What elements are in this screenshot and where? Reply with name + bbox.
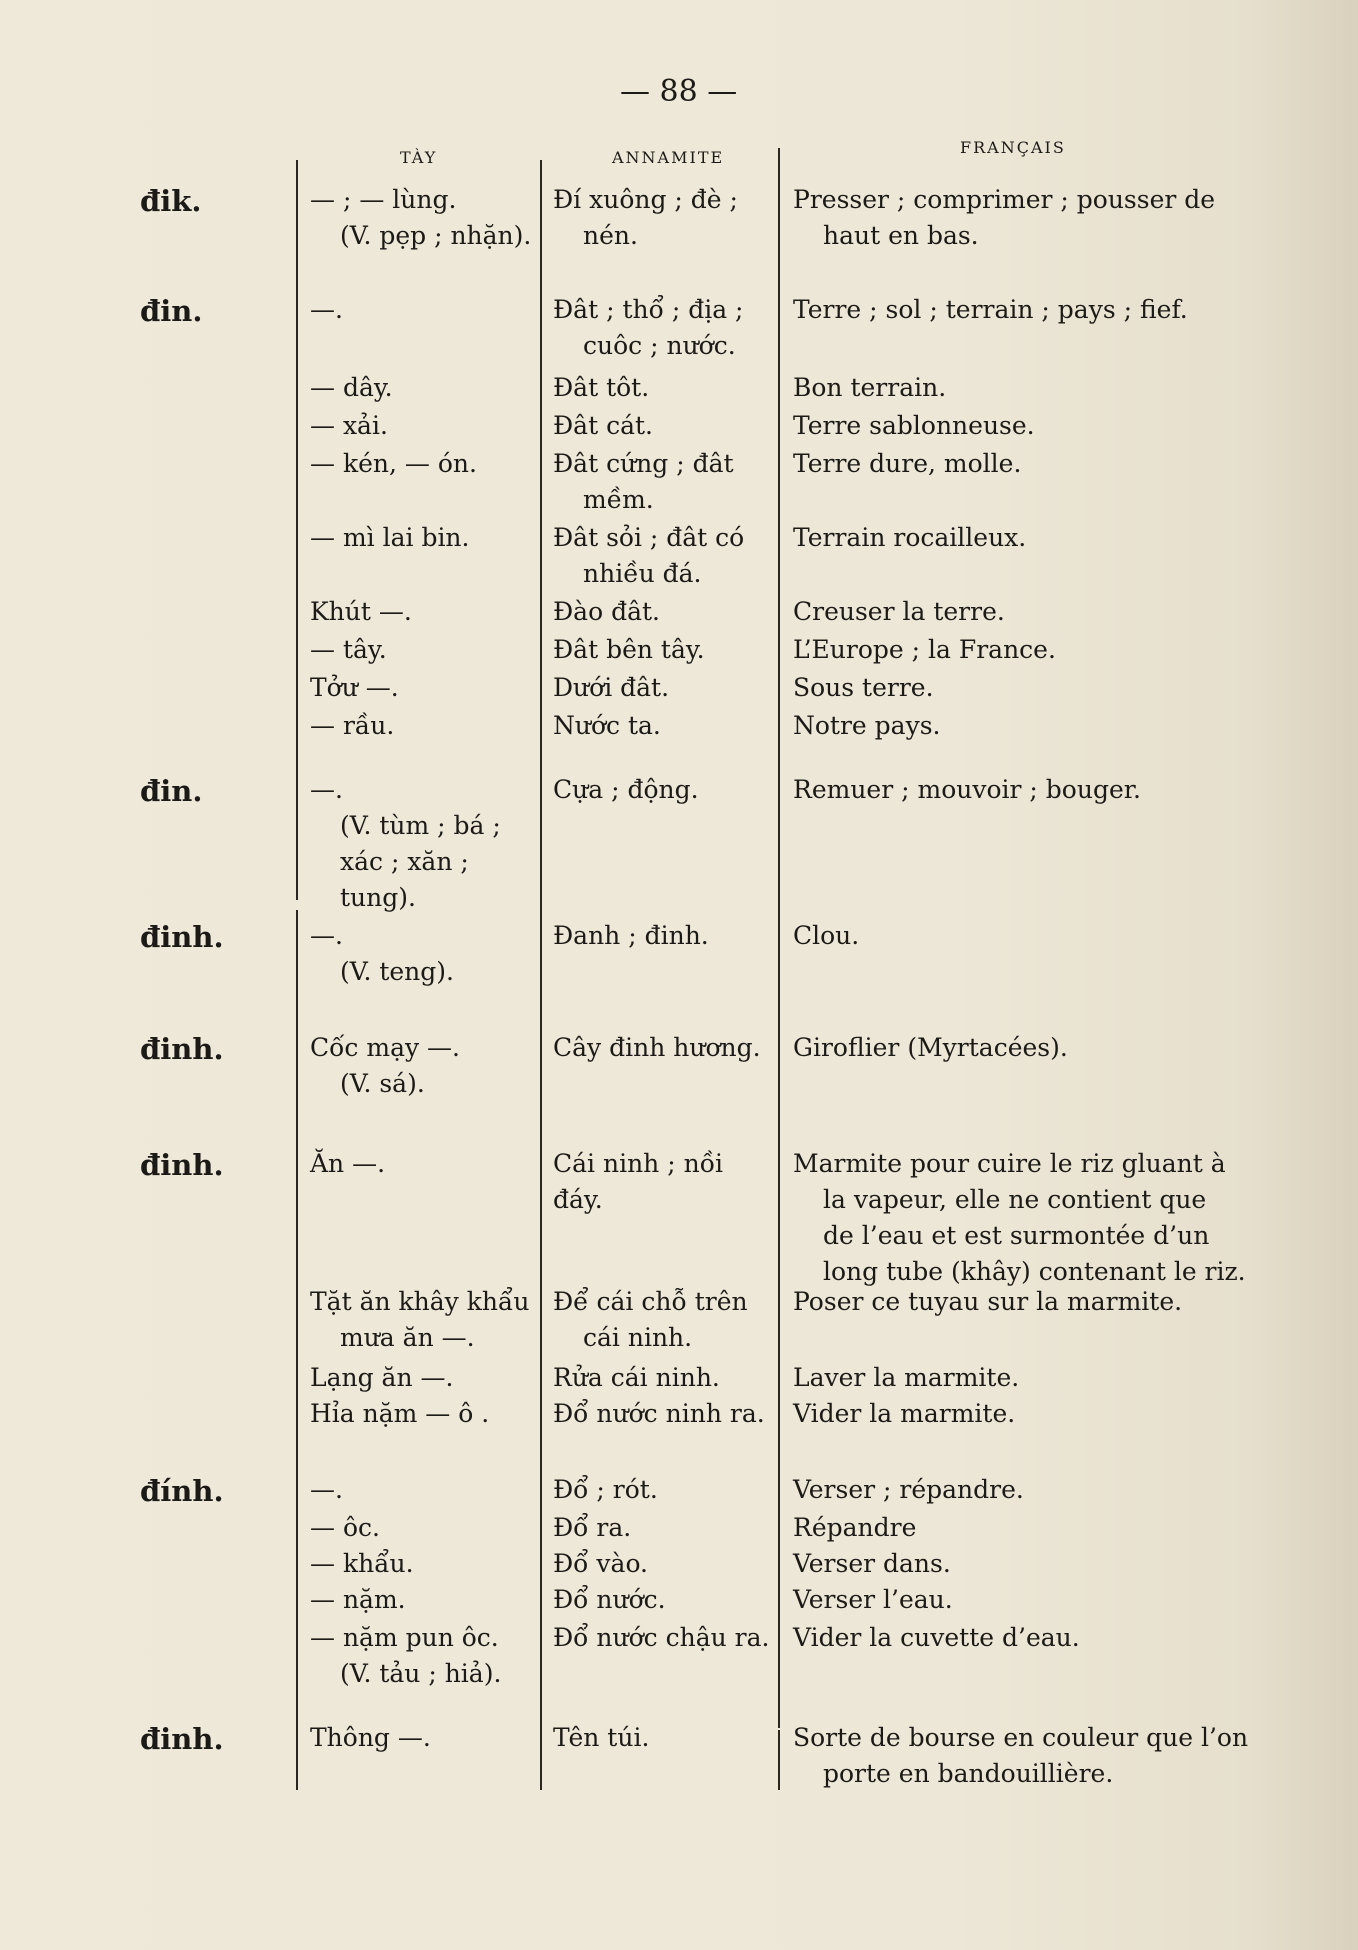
annamite-line: Đổ nước ninh ra.	[553, 1399, 765, 1428]
entry-annamite	[553, 1146, 775, 1218]
entry-francais	[793, 292, 1253, 328]
entry-francais	[793, 1720, 1253, 1792]
francais-line: L’Europe ; la France.	[793, 635, 1056, 664]
francais-line: Vider la cuvette d’eau.	[793, 1623, 1080, 1652]
column-rule-3b	[778, 1730, 780, 1790]
annamite-line: Đổ nước chậu ra.	[553, 1623, 770, 1652]
entry-francais	[793, 370, 1253, 406]
tay-line: (V. tảu ; hiả).	[340, 1659, 502, 1688]
annamite-line: Đí xuông ; đè ;	[553, 185, 738, 214]
entry-francais	[793, 632, 1253, 668]
francais-line: Terre ; sol ; terrain ; pays ; fief.	[793, 295, 1188, 324]
entry-annamite	[553, 1396, 775, 1432]
entry-tay	[310, 1146, 535, 1182]
entry-annamite	[553, 1510, 775, 1546]
entry-annamite	[553, 670, 775, 706]
annamite-line: nén.	[583, 221, 638, 250]
tay-line: — nặm.	[310, 1585, 406, 1614]
francais-line: Terre sablonneuse.	[793, 411, 1035, 440]
tay-line: Thông —.	[310, 1723, 431, 1752]
entry-tay	[310, 918, 535, 990]
entry-francais	[793, 1582, 1253, 1618]
headword: đin.	[140, 774, 203, 808]
entry-annamite	[553, 446, 775, 518]
tay-line: — ôc.	[310, 1513, 380, 1542]
entry-annamite	[553, 1360, 775, 1396]
entry-francais	[793, 182, 1253, 254]
entry-francais	[793, 446, 1253, 482]
annamite-line: Nước ta.	[553, 711, 661, 740]
tay-line: — kén, — ón.	[310, 449, 477, 478]
tay-line: (V. teng).	[340, 957, 454, 986]
entry-francais	[793, 1396, 1253, 1432]
column-header-tay: TÀY	[400, 148, 438, 167]
headword: đinh.	[140, 920, 224, 954]
entry-annamite	[553, 1472, 775, 1508]
entry-tay	[310, 772, 535, 916]
francais-line: la vapeur, elle ne contient que	[823, 1185, 1207, 1214]
francais-line: Verser ; répandre.	[793, 1475, 1024, 1504]
francais-line: Clou.	[793, 921, 860, 950]
entry-annamite	[553, 370, 775, 406]
entry-francais	[793, 1146, 1253, 1290]
entry-tay	[310, 1546, 535, 1582]
entry-francais	[793, 1472, 1253, 1508]
entry-annamite	[553, 1582, 775, 1618]
annamite-line: Đât ; thổ ; địa ;	[553, 295, 744, 324]
entry-francais	[793, 1620, 1253, 1656]
entry-annamite	[553, 1284, 775, 1356]
francais-line: Marmite pour cuire le riz gluant à	[793, 1149, 1226, 1178]
entry-francais	[793, 918, 1253, 954]
annamite-line: Tên túi.	[553, 1723, 650, 1752]
annamite-line: nhiều đá.	[583, 559, 702, 588]
annamite-line: Cựa ; động.	[553, 775, 699, 804]
entry-annamite	[553, 1720, 775, 1756]
francais-line: Poser ce tuyau sur la marmite.	[793, 1287, 1183, 1316]
tay-line: — ; — lùng.	[310, 185, 457, 214]
entry-tay	[310, 632, 535, 668]
francais-line: porte en bandouillière.	[823, 1759, 1114, 1788]
entry-francais	[793, 708, 1253, 744]
entry-annamite	[553, 408, 775, 444]
entry-tay	[310, 1472, 535, 1508]
annamite-line: Cái ninh ; nồi đáy.	[553, 1149, 723, 1214]
column-rule-3a	[778, 148, 780, 1728]
entry-annamite	[553, 1030, 775, 1066]
entry-tay	[310, 182, 535, 254]
annamite-line: Đât cứng ; đât	[553, 449, 734, 478]
headword: đinh.	[140, 1148, 224, 1182]
annamite-line: Cây đinh hương.	[553, 1033, 761, 1062]
tay-line: —.	[310, 775, 343, 804]
francais-line: haut en bas.	[823, 221, 979, 250]
tay-line: — rầu.	[310, 711, 395, 740]
annamite-line: Đât tôt.	[553, 373, 650, 402]
francais-line: Bon terrain.	[793, 373, 947, 402]
headword: đik.	[140, 184, 202, 218]
column-rule-1b	[296, 910, 298, 1790]
francais-line: long tube (khây) contenant le riz.	[823, 1257, 1246, 1286]
tay-line: — mì lai bin.	[310, 523, 470, 552]
tay-line: xác ; xăn ; tung).	[340, 847, 469, 912]
entry-annamite	[553, 594, 775, 630]
headword: đin.	[140, 294, 203, 328]
entry-annamite	[553, 632, 775, 668]
francais-line: Vider la marmite.	[793, 1399, 1016, 1428]
annamite-line: Đât bên tây.	[553, 635, 705, 664]
tay-line: (V. pẹp ; nhặn).	[340, 221, 532, 250]
entry-annamite	[553, 772, 775, 808]
entry-tay	[310, 408, 535, 444]
entry-annamite	[553, 182, 775, 254]
entry-tay	[310, 1620, 535, 1692]
francais-line: Verser dans.	[793, 1549, 951, 1578]
annamite-line: Đổ vào.	[553, 1549, 649, 1578]
column-rule-1a	[296, 160, 298, 900]
tay-line: Hỉa nặm — ô .	[310, 1399, 490, 1428]
entry-francais	[793, 1546, 1253, 1582]
entry-tay	[310, 1396, 535, 1432]
francais-line: Laver la marmite.	[793, 1363, 1020, 1392]
tay-line: — xải.	[310, 411, 388, 440]
tay-line: mưa ăn —.	[340, 1323, 475, 1352]
francais-line: Giroflier (Myrtacées).	[793, 1033, 1068, 1062]
entry-annamite	[553, 520, 775, 592]
tay-line: Tởư —.	[310, 673, 399, 702]
column-header-annamite: ANNAMITE	[612, 148, 725, 167]
tay-line: — tây.	[310, 635, 387, 664]
annamite-line: Đât cát.	[553, 411, 653, 440]
entry-tay	[310, 670, 535, 706]
annamite-line: cuôc ; nước.	[583, 331, 736, 360]
annamite-line: Rửa cái ninh.	[553, 1363, 720, 1392]
francais-line: Notre pays.	[793, 711, 941, 740]
francais-line: Creuser la terre.	[793, 597, 1005, 626]
entry-tay	[310, 1284, 535, 1356]
tay-line: Khút —.	[310, 597, 412, 626]
annamite-line: Đât sỏi ; đât có	[553, 523, 745, 552]
entry-tay	[310, 594, 535, 630]
annamite-line: cái ninh.	[583, 1323, 693, 1352]
entry-annamite	[553, 1546, 775, 1582]
tay-line: — nặm pun ôc.	[310, 1623, 499, 1652]
entry-tay	[310, 1360, 535, 1396]
entry-francais	[793, 772, 1253, 808]
francais-line: de l’eau et est surmontée d’un	[823, 1221, 1210, 1250]
entry-francais	[793, 1360, 1253, 1396]
francais-line: Verser l’eau.	[793, 1585, 953, 1614]
headword: đính.	[140, 1474, 224, 1508]
entry-annamite	[553, 1620, 775, 1656]
tay-line: Ăn —.	[310, 1149, 386, 1178]
annamite-line: Dưới đât.	[553, 673, 670, 702]
tay-line: — dây.	[310, 373, 393, 402]
francais-line: Répandre	[793, 1513, 917, 1542]
tay-line: —.	[310, 295, 343, 324]
headword: đinh.	[140, 1032, 224, 1066]
entry-tay	[310, 292, 535, 328]
annamite-line: Đanh ; đinh.	[553, 921, 709, 950]
entry-francais	[793, 408, 1253, 444]
annamite-line: Đổ ra.	[553, 1513, 632, 1542]
annamite-line: Để cái chỗ trên	[553, 1287, 748, 1316]
francais-line: Terre dure, molle.	[793, 449, 1022, 478]
tay-line: Lạng ăn —.	[310, 1363, 454, 1392]
tay-line: —.	[310, 1475, 343, 1504]
tay-line: (V. tùm ; bá ;	[340, 811, 501, 840]
entry-annamite	[553, 708, 775, 744]
tay-line: Cốc mạy —.	[310, 1033, 460, 1062]
tay-line: —.	[310, 921, 343, 950]
entry-annamite	[553, 292, 775, 364]
entry-tay	[310, 1030, 535, 1102]
entry-tay	[310, 520, 535, 556]
entry-francais	[793, 1030, 1253, 1066]
entry-annamite	[553, 918, 775, 954]
entry-tay	[310, 1720, 535, 1756]
tay-line: (V. sá).	[340, 1069, 425, 1098]
entry-tay	[310, 1582, 535, 1618]
annamite-line: Đào đât.	[553, 597, 660, 626]
francais-line: Terrain rocailleux.	[793, 523, 1027, 552]
tay-line: — khẩu.	[310, 1549, 414, 1578]
entry-tay	[310, 446, 535, 482]
tay-line: Tặt ăn khây khẩu	[310, 1287, 530, 1316]
entry-tay	[310, 1510, 535, 1546]
francais-line: Sorte de bourse en couleur que l’on	[793, 1723, 1249, 1752]
headword: đinh.	[140, 1722, 224, 1756]
entry-tay	[310, 370, 535, 406]
entry-francais	[793, 594, 1253, 630]
entry-francais	[793, 1284, 1253, 1320]
entry-francais	[793, 520, 1253, 556]
entry-tay	[310, 708, 535, 744]
entry-francais	[793, 670, 1253, 706]
entry-francais	[793, 1510, 1253, 1546]
column-header-francais: FRANÇAIS	[960, 138, 1066, 157]
francais-line: Remuer ; mouvoir ; bouger.	[793, 775, 1141, 804]
page-number: — 88 —	[620, 74, 738, 109]
annamite-line: Đổ nước.	[553, 1585, 666, 1614]
francais-line: Sous terre.	[793, 673, 934, 702]
column-rule-2	[540, 160, 542, 1790]
annamite-line: mềm.	[583, 485, 654, 514]
francais-line: Presser ; comprimer ; pousser de	[793, 185, 1216, 214]
annamite-line: Đổ ; rót.	[553, 1475, 658, 1504]
